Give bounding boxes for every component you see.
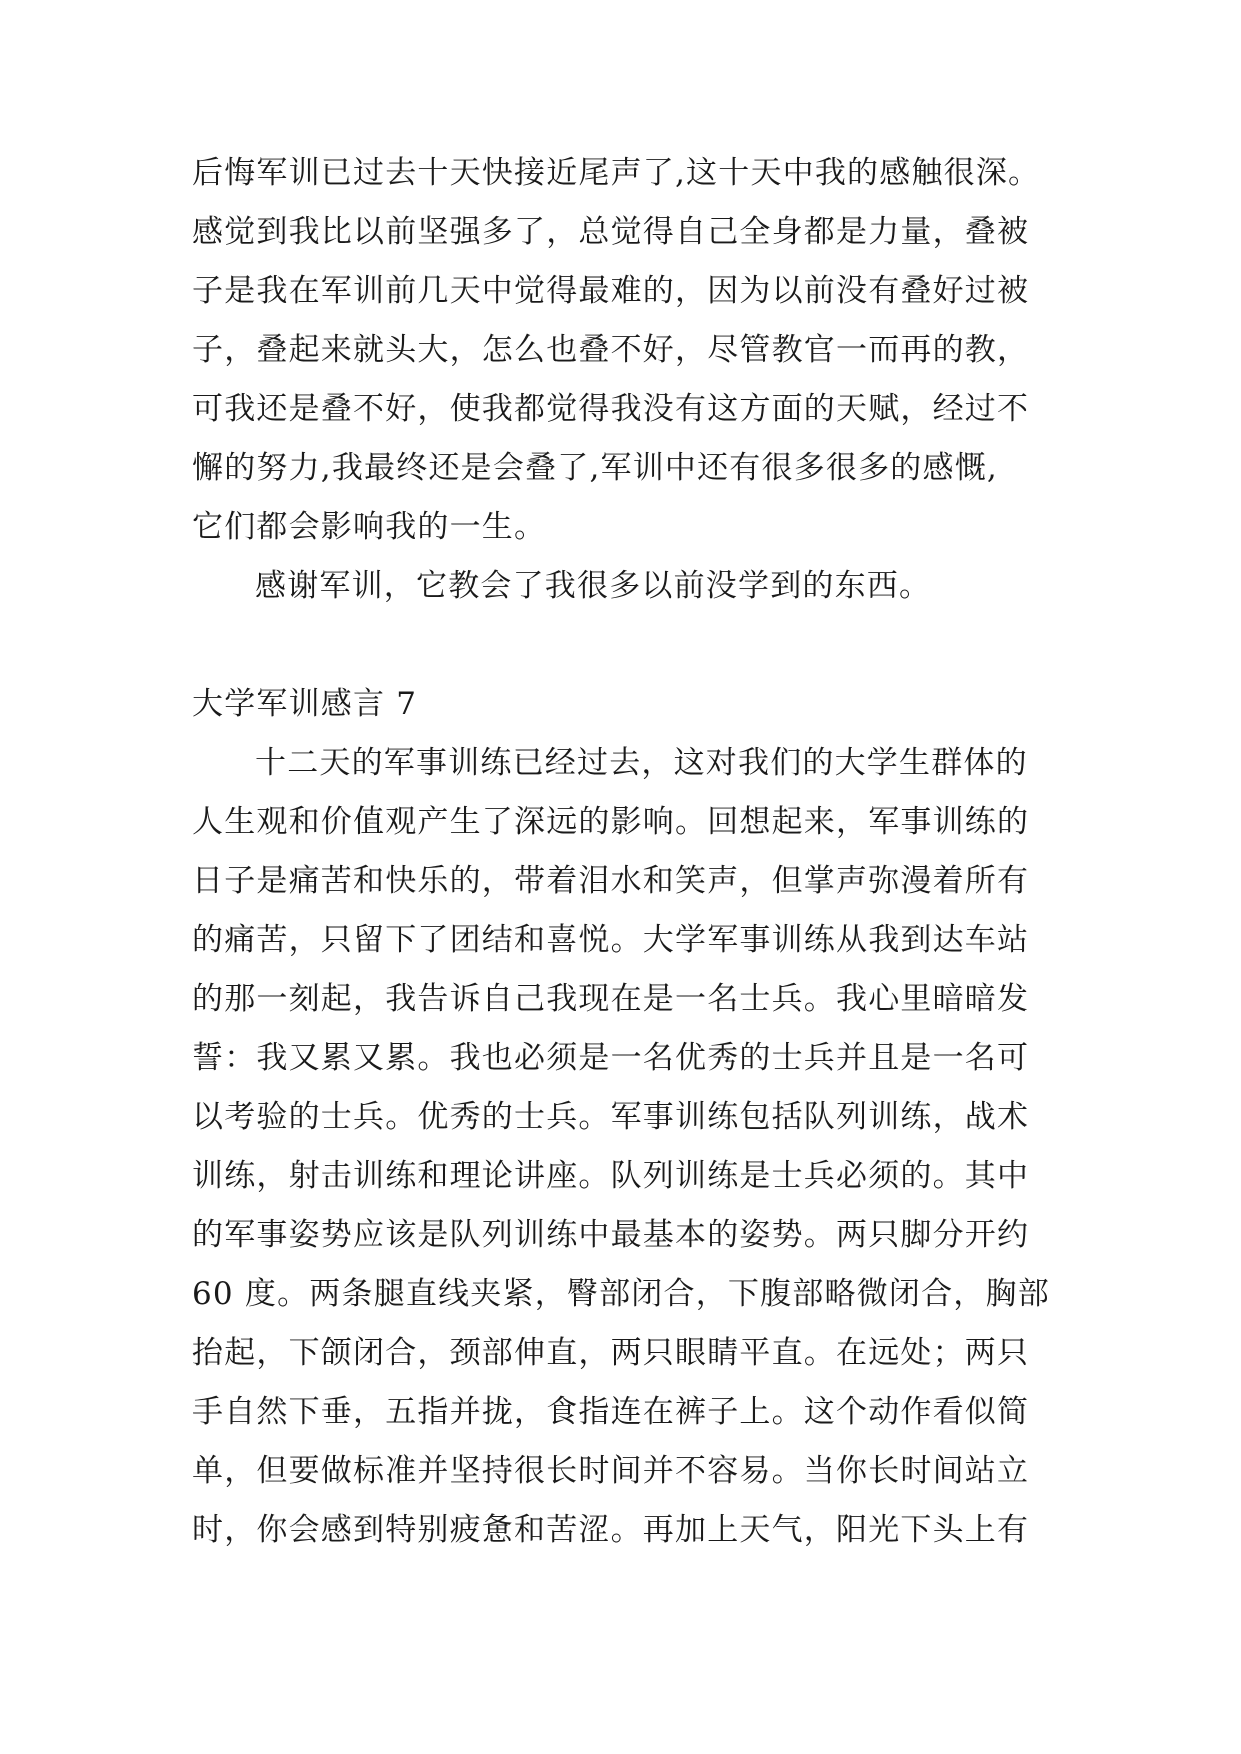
paragraph-line: 的那一刻起，我告诉自己我现在是一名士兵。我心里暗暗发 — [192, 981, 1030, 1017]
paragraph-line: 时，你会感到特别疲惫和苦涩。再加上天气，阳光下头上有 — [192, 1512, 1030, 1548]
paragraph-line: 抬起，下颌闭合，颈部伸直，两只眼睛平直。在远处；两只 — [192, 1335, 1030, 1371]
paragraph-line: 誓：我又累又累。我也必须是一名优秀的士兵并且是一名可 — [192, 1040, 1030, 1076]
paragraph-line: 十二天的军事训练已经过去，这对我们的大学生群体的 — [255, 745, 1028, 781]
closing-paragraph: 感谢军训，它教会了我很多以前没学到的东西。 — [255, 568, 932, 604]
paragraph-line: 的军事姿势应该是队列训练中最基本的姿势。两只脚分开约 — [192, 1217, 1030, 1253]
paragraph-line: 以考验的士兵。优秀的士兵。军事训练包括队列训练，战术 — [192, 1099, 1030, 1135]
paragraph-line: 子是我在军训前几天中觉得最难的，因为以前没有叠好过被 — [192, 273, 1030, 309]
paragraph-line: 子，叠起来就头大，怎么也叠不好，尽管教官一而再的教， — [192, 332, 1030, 368]
section-heading: 大学军训感言 7 — [192, 686, 418, 722]
paragraph-line: 日子是痛苦和快乐的，带着泪水和笑声，但掌声弥漫着所有 — [192, 863, 1030, 899]
paragraph-line: 它们都会影响我的一生。 — [192, 509, 547, 545]
paragraph-line: 的痛苦，只留下了团结和喜悦。大学军事训练从我到达车站 — [192, 922, 1030, 958]
paragraph-line: 可我还是叠不好，使我都觉得我没有这方面的天赋，经过不 — [192, 391, 1030, 427]
paragraph-line: 感觉到我比以前坚强多了，总觉得自己全身都是力量，叠被 — [192, 214, 1030, 250]
paragraph-line: 60 度。两条腿直线夹紧，臀部闭合，下腹部略微闭合，胸部 — [192, 1276, 1050, 1312]
paragraph-line: 懈的努力,我最终还是会叠了,军训中还有很多很多的感慨, — [192, 450, 998, 486]
paragraph-line: 训练，射击训练和理论讲座。队列训练是士兵必须的。其中 — [192, 1158, 1030, 1194]
paragraph-line: 人生观和价值观产生了深远的影响。回想起来，军事训练的 — [192, 804, 1030, 840]
paragraph-line: 手自然下垂，五指并拢，食指连在裤子上。这个动作看似简 — [192, 1394, 1030, 1430]
paragraph-line: 单，但要做标准并坚持很长时间并不容易。当你长时间站立 — [192, 1453, 1030, 1489]
paragraph-line: 后悔军训已过去十天快接近尾声了,这十天中我的感触很深。 — [192, 155, 1041, 191]
